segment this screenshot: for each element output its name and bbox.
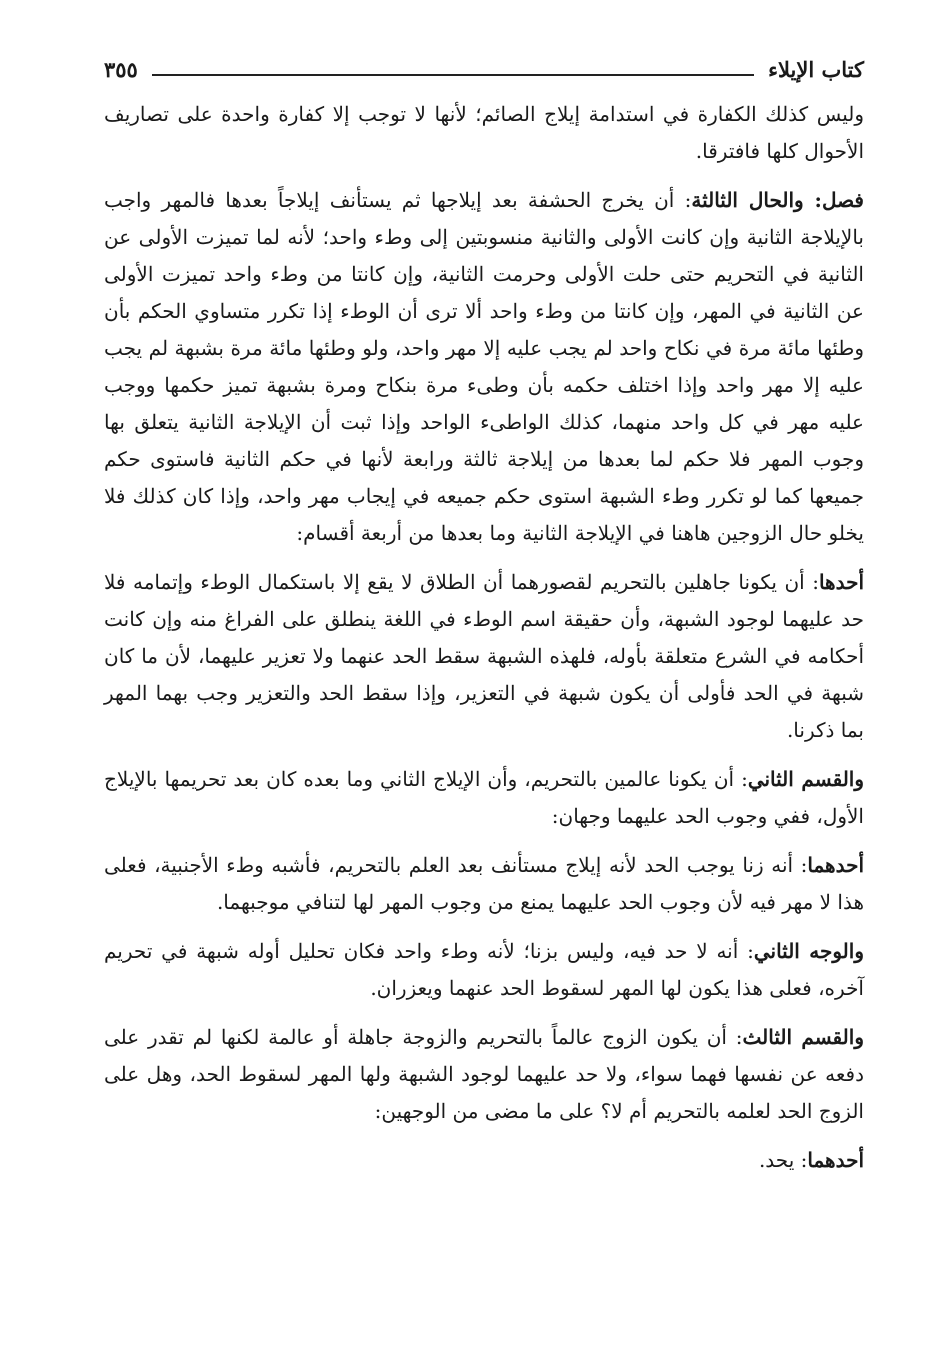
paragraph-lead: أحدهما	[807, 853, 865, 877]
paragraph-text: : أنه لا حد فيه، وليس بزنا؛ لأنه وطء واحد فكان تحليل أوله شبهة في تحريم آخره، فعلى هذا يكون لها المهر لسقوط الحد عنهما ويعزران.	[104, 939, 864, 1000]
paragraph-text: : أن يكونا عالمين بالتحريم، وأن الإيلاج الثاني وما بعده كان بعد تحريمها بالإيلاج الأول، ففي وجوب الحد عليهما وجهان:	[104, 767, 864, 828]
book-title: كتاب الإيلاء	[768, 56, 864, 82]
paragraph	[104, 847, 864, 921]
paragraph-text: : أن يكون الزوج عالماً بالتحريم والزوجة جاهلة أو عالمة لكنها لم تقدر على دفعه عن نفسها فهما سواء، ولا حد عليهما لوجود الشبهة ولها المهر لسقوط الحد، وهل على الزوج الحد لعلمه بالتحريم أم لا؟ على ما مضى من الوجهين:	[104, 1025, 864, 1123]
header-rule	[152, 74, 754, 76]
paragraph-lead: والقسم الثالث	[742, 1025, 864, 1049]
paragraph-text: : أن يكونا جاهلين بالتحريم لقصورهما أن الطلاق لا يقع إلا باستكمال الوطء وإتمامه فلا حد عليهما لوجود الشبهة، وأن حقيقة اسم الوطء في اللغة ينطلق على الفراغ منه وإن كانت أحكامه في الشرع متعلقة بأوله، فلهذه الشبهة سقط الحد عنهما ولا تعزير عليهما، لأن ما كان شبهة في الحد فأولى أن يكون شبهة في التعزير، وإذا سقط الحد والتعزير وجب بهما المهر بما ذكرنا.	[104, 570, 864, 742]
paragraph-lead: والقسم الثاني	[747, 767, 864, 791]
paragraph-lead: أحدهما	[807, 1148, 864, 1172]
page-body	[104, 96, 864, 1331]
paragraph	[104, 1142, 864, 1179]
paragraph-text: : أنه زنا يوجب الحد لأنه إيلاج مستأنف بعد العلم بالتحريم، فأشبه وطء الأجنبية، فعلى هذا لا مهر فيه لأن وجوب الحد عليهما يمنع من وجوب المهر لها لتنافي موجبهما.	[104, 853, 864, 914]
paragraph-lead: أحدها	[818, 570, 864, 594]
paragraph-lead: فصل: والحال الثالثة	[691, 188, 864, 212]
paragraph	[104, 933, 864, 1007]
page-number: ٣٥٥	[104, 56, 138, 82]
paragraph	[104, 1019, 864, 1130]
paragraph-text: : أن يخرج الحشفة بعد إيلاجها ثم يستأنف إيلاجاً بعدها فالمهر واجب بالإيلاجة الثانية وإن كانت الأولى والثانية منسوبتين إلى وطء واحد؛ لأنه لما تميزت الأولى عن الثانية في التحريم حتى حلت الأولى وحرمت الثانية، وإن كانتا من وطء واحد تميزت الأولى عن الثانية في المهر، وإن كانتا من وطء واحد ألا ترى أن الوطء إذا تكرر متساوي الحكم بأن وطئها مائة مرة في نكاح واحد لم يجب عليه إلا مهر واحد، ولو وطئها مائة مرة بشبهة لم يجب عليه إلا مهر واحد وإذا اختلف حكمه بأن وطىء مرة بنكاح ومرة بشبهة تميز حكمها ووجب عليه مهر في كل واحد منهما، كذلك الواطىء الواحد وإذا ثبت أن الإيلاجة الثانية يتعلق بها وجوب المهر فلا حكم لما بعدها من إيلاجة ثالثة ورابعة لأنها في حكم الثانية فاستوى حكم جميعها كما لو تكرر وطء الشبهة استوى حكم جميعه في إيجاب مهر واحد، وإذا كان كذلك فلا يخلو حال الزوجين هاهنا في الإيلاجة الثانية وما بعدها من أربعة أقسام:	[104, 188, 864, 545]
running-header	[104, 52, 864, 86]
paragraph-text: وليس كذلك الكفارة في استدامة إيلاج الصائم؛ لأنها لا توجب إلا كفارة واحدة على تصاريف الأحوال كلها فافترقا.	[104, 102, 864, 163]
paragraph-lead: والوجه الثاني	[753, 939, 864, 963]
paragraph	[104, 96, 864, 170]
paragraph	[104, 564, 864, 749]
paragraph-text: : يحد.	[758, 1148, 808, 1172]
paragraph	[104, 182, 864, 552]
paragraph	[104, 761, 864, 835]
